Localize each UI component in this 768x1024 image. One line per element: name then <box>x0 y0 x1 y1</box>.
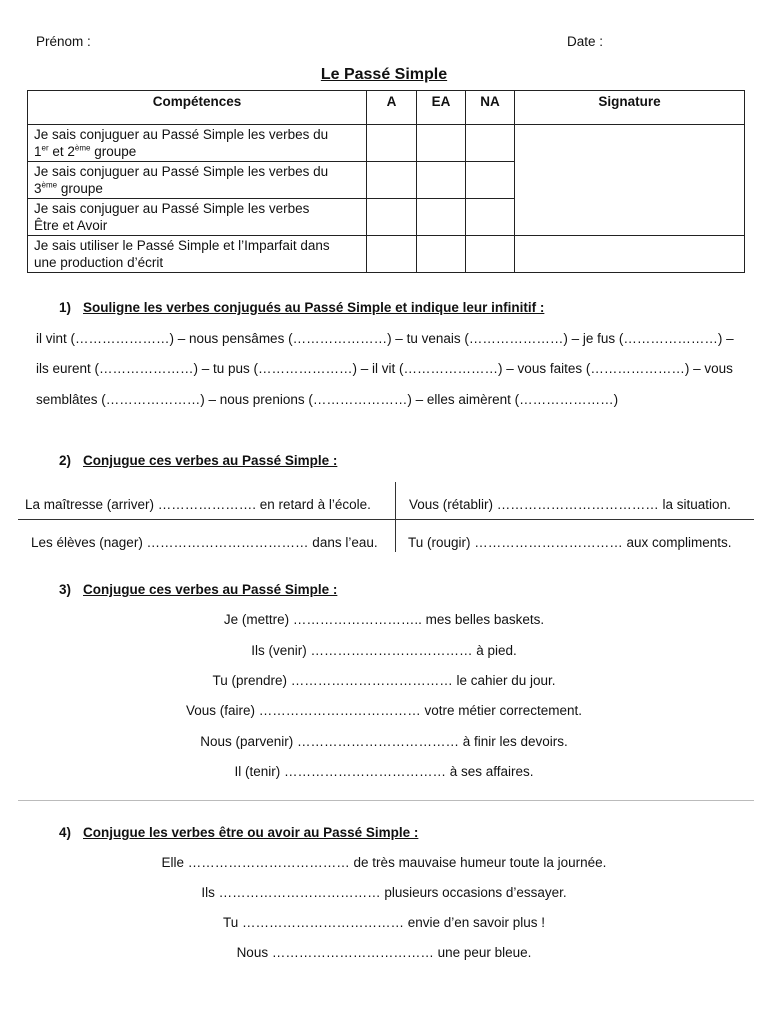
skill-text: Je sais conjuguer au Passé Simple les verbes <box>34 201 310 216</box>
check-na[interactable] <box>466 125 515 162</box>
exercise-2-instruction: Conjugue ces verbes au Passé Simple : <box>83 453 338 468</box>
header-signature: Signature <box>515 91 745 125</box>
exercise-3-heading: 3) Conjugue ces verbes au Passé Simple : <box>59 582 338 597</box>
check-ea[interactable] <box>417 125 466 162</box>
table-header-row <box>28 91 745 125</box>
page-title: Le Passé Simple <box>320 66 448 83</box>
exercise-1-line[interactable]: semblâtes (…………………) – nous prenions (…………………) – elles aimèrent (…………………) <box>36 392 619 407</box>
exercise-3-sentence[interactable]: Vous (faire) ……………………………… votre métier correctement. <box>185 703 583 718</box>
check-na[interactable] <box>466 236 515 273</box>
exercise-3-sentence[interactable]: Tu (prendre) ……………………………… le cahier du jour. <box>212 673 556 688</box>
exercise-3-instruction: Conjugue ces verbes au Passé Simple : <box>83 582 338 597</box>
grid-divider-vertical <box>395 482 396 552</box>
check-na[interactable] <box>466 199 515 236</box>
skill-cell: Je sais conjuguer au Passé Simple les verbes Être et Avoir <box>28 199 367 236</box>
check-a[interactable] <box>367 199 417 236</box>
exercise-2-cell[interactable]: La maîtresse (arriver) …………………. en retard à l’école. <box>25 497 371 512</box>
skill-cell: Je sais conjuguer au Passé Simple les verbes du 3ème groupe <box>28 162 367 199</box>
header-a: A <box>367 91 417 125</box>
exercise-2-heading: 2) Conjugue ces verbes au Passé Simple : <box>59 453 338 468</box>
exercise-2-cell[interactable]: Tu (rougir) …………………………… aux compliments. <box>408 535 732 550</box>
check-ea[interactable] <box>417 162 466 199</box>
exercise-4-sentence[interactable]: Ils ……………………………… plusieurs occasions d’essayer. <box>201 885 567 900</box>
skill-cell: Je sais utiliser le Passé Simple et l’Imparfait dans une production d’écrit <box>28 236 367 273</box>
header-competences: Compétences <box>28 91 367 125</box>
skill-text: Je sais utiliser le Passé Simple et l’Imparfait dans <box>34 238 330 253</box>
exercise-3-sentence[interactable]: Nous (parvenir) ……………………………… à finir les devoirs. <box>200 734 568 749</box>
exercise-4-sentence[interactable]: Tu ……………………………… envie d’en savoir plus ! <box>222 915 546 930</box>
exercise-4-sentence[interactable]: Nous ……………………………… une peur bleue. <box>236 945 532 960</box>
table-row <box>28 125 745 162</box>
exercise-4-sentence[interactable]: Elle ……………………………… de très mauvaise humeur toute la journée. <box>161 855 607 870</box>
exercise-3-sentence[interactable]: Ils (venir) ……………………………… à pied. <box>251 643 517 658</box>
table-row <box>28 236 745 273</box>
grid-divider-horizontal <box>18 519 754 520</box>
date-label: Date : <box>567 34 604 49</box>
exercise-2-cell[interactable]: Les élèves (nager) ……………………………… dans l’eau. <box>31 535 378 550</box>
skill-cell: Je sais conjuguer au Passé Simple les verbes du 1er et 2ème groupe <box>28 125 367 162</box>
exercise-3-sentence[interactable]: Il (tenir) ……………………………… à ses affaires. <box>234 764 534 779</box>
check-ea[interactable] <box>417 236 466 273</box>
check-ea[interactable] <box>417 199 466 236</box>
header-ea: EA <box>417 91 466 125</box>
header-na: NA <box>466 91 515 125</box>
check-a[interactable] <box>367 236 417 273</box>
signature-box[interactable] <box>515 236 745 273</box>
signature-box[interactable] <box>515 125 745 236</box>
exercise-4-heading: 4) Conjugue les verbes être ou avoir au Passé Simple : <box>59 825 419 840</box>
exercise-2-grid <box>18 482 754 552</box>
check-na[interactable] <box>466 162 515 199</box>
skill-text: Je sais conjuguer au Passé Simple les verbes du <box>34 127 329 142</box>
exercise-1-instruction: Souligne les verbes conjugués au Passé Simple et indique leur infinitif : <box>83 300 545 315</box>
exercise-1-heading: 1) Souligne les verbes conjugués au Passé Simple et indique leur infinitif : <box>59 300 545 315</box>
exercise-2-cell[interactable]: Vous (rétablir) ……………………………… la situation. <box>409 497 731 512</box>
exercise-1-line[interactable]: il vint (…………………) – nous pensâmes (…………………) – tu venais (…………………) – je fus (…………………) – <box>36 331 734 346</box>
firstname-label: Prénom : <box>36 34 91 49</box>
check-a[interactable] <box>367 125 417 162</box>
check-a[interactable] <box>367 162 417 199</box>
exercise-1-line[interactable]: ils eurent (…………………) – tu pus (…………………) – il vit (…………………) – vous faites (…………………) – vous <box>36 361 733 376</box>
section-divider <box>18 800 754 801</box>
skill-text: Je sais conjuguer au Passé Simple les verbes du <box>34 164 329 179</box>
exercise-4-instruction: Conjugue les verbes être ou avoir au Passé Simple : <box>83 825 419 840</box>
competences-table <box>27 90 745 273</box>
exercise-3-sentence[interactable]: Je (mettre) ……………………….. mes belles baskets. <box>223 612 545 627</box>
